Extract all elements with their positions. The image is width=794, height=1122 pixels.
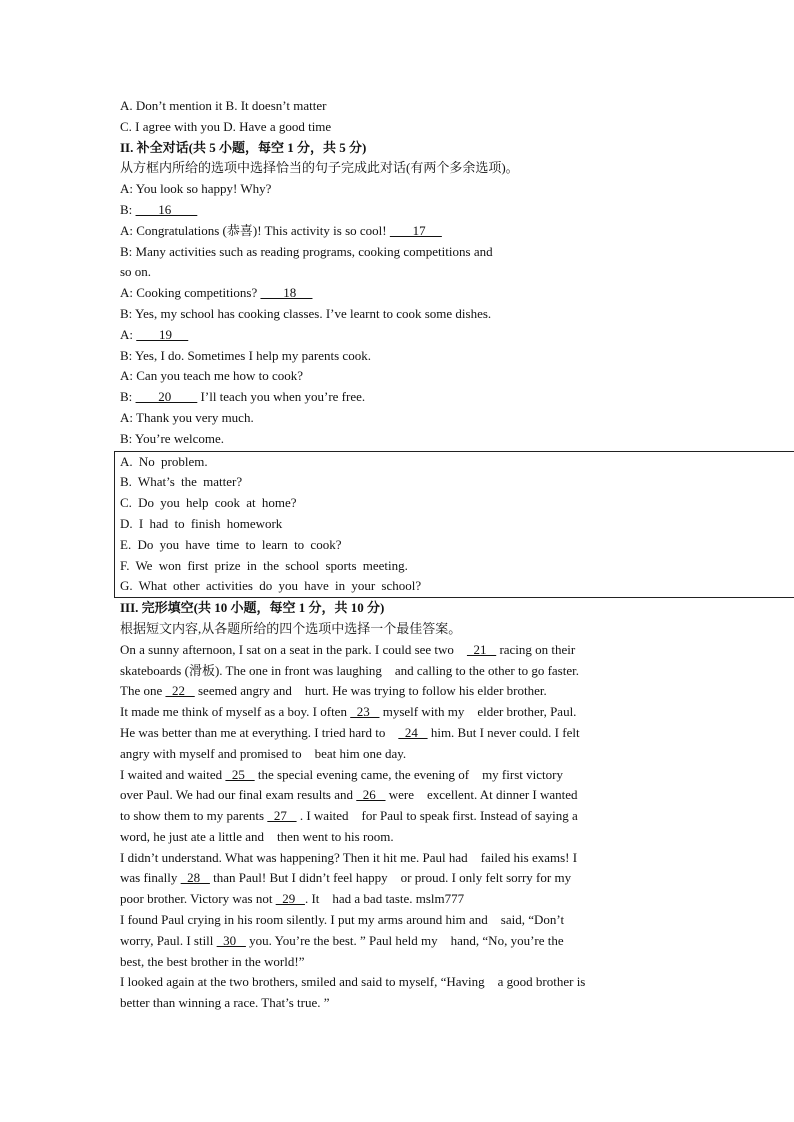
passage-text: better than winning a race. That’s true. ” [120,995,330,1011]
dialogue-text: so on. [120,264,152,280]
option-line: A. Don’t mention it B. It doesn’t matter [120,98,327,113]
cloze-blank: 26 [356,787,386,803]
answer-blank: 17 [389,222,442,238]
option-line: C. I agree with you D. Have a good time [120,118,332,134]
section1-options [120,96,680,138]
passage-text: . It had a bad taste. mslm777 [304,891,465,907]
passage-text: word, he just ate a little and then went to his room. [120,828,394,844]
dialogue-text: I’ll teach you when you’re free. [197,389,366,405]
dialogue-text: B: You’re welcome. [120,430,224,446]
dialogue-text: A: Congratulations (恭喜)! This activity is so cool! [120,222,390,238]
passage-text: He was better than me at everything. I tried hard to [120,724,399,740]
dialogue-text: A: [120,326,137,342]
cloze-blank: 21 [466,641,497,657]
passage-text: On a sunny afternoon, I sat on a seat in the park. I could see two [120,641,467,657]
cloze-blank: 28 [180,870,210,886]
dialogue [120,179,680,449]
section3-instruction: 根据短文内容,从各题所给的四个选项中选择一个最佳答案。 [120,620,462,636]
passage-line [120,723,680,744]
dialogue-line [120,346,680,367]
passage-text: seemed angry and hurt. He was trying to follow his elder brother. [194,683,547,699]
dialogue-line [120,429,680,450]
passage-line [120,910,680,931]
passage-line [120,868,680,889]
dialogue-text: A: Thank you very much. [120,409,254,425]
dialogue-line [120,242,680,263]
dialogue-text: B: [120,201,136,217]
box-option: C. Do you help cook at home? [120,495,297,511]
dialogue-text: B: [120,389,136,405]
passage-line [120,640,680,661]
passage-line [120,661,680,682]
passage-text: I found Paul crying in his room silently. I put my arms around him and said, “Don’t [120,912,565,928]
passage-line [120,993,680,1014]
dialogue-line [120,304,680,325]
passage-line [120,889,680,910]
dialogue-text: A: You look so happy! Why? [120,181,272,197]
dialogue-text: A: Cooking competitions? [120,285,261,301]
section2-heading: II. 补全对话(共 5 小题，每空 1 分，共 5 分) [120,139,367,155]
dialogue-line [120,408,680,429]
passage-line [120,827,680,848]
dialogue-line [120,221,680,242]
cloze-blank: 30 [216,932,246,948]
passage-line [120,848,680,869]
dialogue-line [120,200,680,221]
passage-line [120,765,680,786]
answer-blank: 16 [135,201,198,217]
passage-text: best, the best brother in the world!” [120,953,305,969]
cloze-blank: 27 [267,808,297,824]
cloze-blank: 23 [350,704,380,720]
cloze-blank: 25 [225,766,255,782]
section3-heading: III. 完形填空(共 10 小题，每空 1 分，共 10 分) [120,600,385,616]
dialogue-text: B: Yes, I do. Sometimes I help my parents cook. [120,347,371,363]
box-option: G. What other activities do you have in your school? [120,578,422,594]
passage-text: were excellent. At dinner I wanted [385,787,578,803]
answer-blank: 18 [260,285,313,301]
dialogue-line [120,366,680,387]
passage-line [120,681,680,702]
passage-line [120,744,680,765]
passage-text: racing on their [496,641,576,657]
answer-blank: 20 [135,389,198,405]
passage-line [120,806,680,827]
passage-text: I looked again at the two brothers, smiled and said to myself, “Having a good brother is [120,974,586,990]
passage-line [120,972,680,993]
passage-line [120,785,680,806]
dialogue-line [120,387,680,408]
passage-text: I didn’t understand. What was happening? Then it hit me. Paul had failed his exams! I [120,849,578,865]
answer-blank: 19 [136,326,189,342]
cloze-blank: 24 [398,724,428,740]
box-option: E. Do you have time to learn to cook? [120,536,342,552]
options-box [114,451,794,599]
passage-line [120,931,680,952]
passage-text: skateboards (滑板). The one in front was laughing and calling to the other to go faster. [120,662,579,678]
passage-text: him. But I never could. I felt [427,724,580,740]
dialogue-text: B: Yes, my school has cooking classes. I’ve learnt to cook some dishes. [120,305,492,321]
cloze-blank: 29 [275,891,305,907]
passage-text: you. You’re the best. ” Paul held my hand, “No, you’re the [245,932,564,948]
passage-text: myself with my elder brother, Paul. [379,704,577,720]
dialogue-line [120,179,680,200]
passage-text: It made me think of myself as a boy. I often [120,704,351,720]
passage-text: The one [120,683,166,699]
dialogue-text: B: Many activities such as reading programs, cooking competitions and [120,243,493,259]
passage-text: was finally [120,870,181,886]
section2-instruction: 从方框内所给的选项中选择恰当的句子完成此对话(有两个多余选项)。 [120,160,519,176]
passage-text: over Paul. We had our final exam results and [120,787,357,803]
passage-text: I waited and waited [120,766,226,782]
passage-text: poor brother. Victory was not [120,891,276,907]
box-option: D. I had to finish homework [120,515,283,531]
passage-text: to show them to my parents [120,808,268,824]
passage-line [120,702,680,723]
box-option: A. No problem. [120,453,208,469]
dialogue-text: A: Can you teach me how to cook? [120,368,304,384]
dialogue-line [120,325,680,346]
passage-line [120,952,680,973]
passage-text: . I waited for Paul to speak first. Instead of saying a [296,808,578,824]
document-page [120,96,680,1014]
box-option: F. We won first prize in the school sports meeting. [120,557,408,573]
cloze-blank: 22 [165,683,195,699]
passage-text: angry with myself and promised to beat him one day. [120,745,407,761]
cloze-passage [120,640,680,1014]
box-option: B. What’s the matter? [120,474,243,490]
passage-text: than Paul! But I didn’t feel happy or proud. I only felt sorry for my [209,870,572,886]
passage-text: the special evening came, the evening of my first victory [254,766,563,782]
dialogue-line [120,262,680,283]
passage-text: worry, Paul. I still [120,932,217,948]
dialogue-line [120,283,680,304]
